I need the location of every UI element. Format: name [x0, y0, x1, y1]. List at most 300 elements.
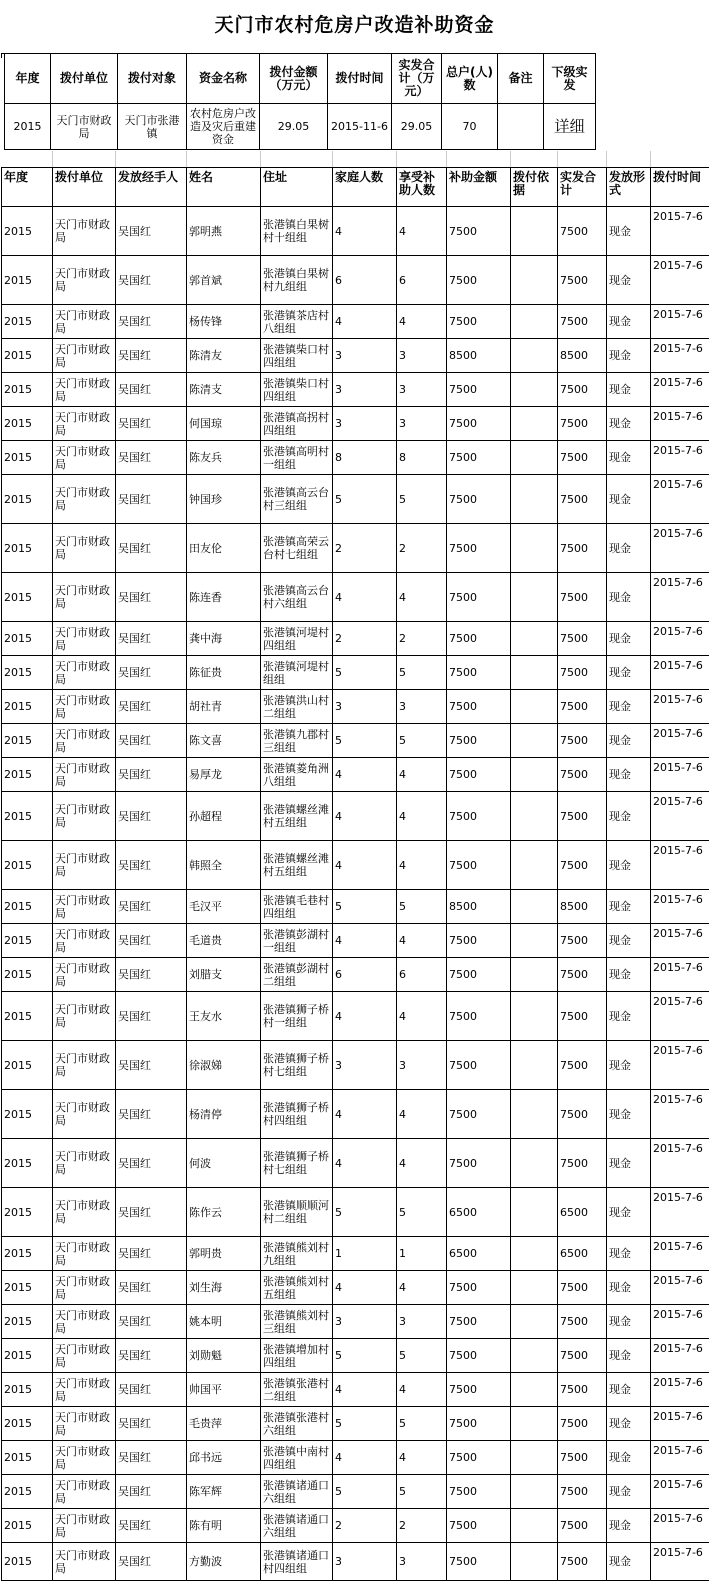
- name-cell: 方勤波: [187, 1543, 261, 1581]
- basis-cell: [511, 1441, 558, 1475]
- table-row: [2, 958, 709, 992]
- payment-form-cell: 现金: [607, 1188, 651, 1237]
- address-cell: 张港镇高云台村六组组: [261, 573, 333, 622]
- address-cell: 张港镇诸通口六组组: [261, 1475, 333, 1509]
- address-cell: 张港镇张港村六组组: [261, 1407, 333, 1441]
- family-size-cell: 3: [333, 1543, 397, 1581]
- date-cell: 2015-7-6: [651, 441, 709, 475]
- subsidy-amount-cell: 7500: [447, 690, 511, 724]
- payment-form-cell: 现金: [607, 339, 651, 373]
- payment-form-cell: 现金: [607, 1373, 651, 1407]
- beneficiary-count-cell: 4: [397, 792, 447, 841]
- beneficiary-count-cell: 4: [397, 573, 447, 622]
- year-cell: 2015: [2, 792, 53, 841]
- summary-cell: 2015-11-6: [328, 104, 392, 150]
- family-size-cell: 3: [333, 1041, 397, 1090]
- year-cell: 2015: [2, 441, 53, 475]
- payment-form-cell: 现金: [607, 890, 651, 924]
- payment-form-cell: 现金: [607, 1509, 651, 1543]
- family-size-cell: 5: [333, 1188, 397, 1237]
- table-row: [2, 1509, 709, 1543]
- basis-cell: [511, 339, 558, 373]
- total-cell: 7500: [558, 622, 607, 656]
- year-cell: 2015: [2, 992, 53, 1041]
- family-size-cell: 3: [333, 373, 397, 407]
- date-cell: 2015-7-6: [651, 724, 709, 758]
- handler-cell: 吴国红: [116, 475, 187, 524]
- subsidy-amount-cell: 7500: [447, 1090, 511, 1139]
- name-cell: 毛道贵: [187, 924, 261, 958]
- date-cell: 2015-7-6: [651, 1509, 709, 1543]
- name-cell: 陈连香: [187, 573, 261, 622]
- basis-cell: [511, 305, 558, 339]
- beneficiary-count-cell: 4: [397, 1373, 447, 1407]
- subsidy-amount-cell: 7500: [447, 656, 511, 690]
- handler-cell: 吴国红: [116, 758, 187, 792]
- family-size-cell: 5: [333, 1407, 397, 1441]
- beneficiary-count-cell: 5: [397, 1475, 447, 1509]
- date-cell: 2015-7-6: [651, 992, 709, 1041]
- year-cell: 2015: [2, 1407, 53, 1441]
- handler-cell: 吴国红: [116, 305, 187, 339]
- beneficiary-count-cell: 5: [397, 656, 447, 690]
- summary-cell: 29.05: [260, 104, 328, 150]
- payment-form-cell: 现金: [607, 1139, 651, 1188]
- subsidy-amount-cell: 7500: [447, 792, 511, 841]
- unit-cell: 天门市财政局: [53, 1475, 116, 1509]
- date-cell: 2015-7-6: [651, 339, 709, 373]
- detail-header-cell: 家庭人数: [333, 168, 397, 207]
- summary-header-cell: 拨付单位: [51, 54, 118, 104]
- year-cell: 2015: [2, 1139, 53, 1188]
- gridline: [650, 151, 651, 167]
- basis-cell: [511, 407, 558, 441]
- total-cell: 7500: [558, 256, 607, 305]
- address-cell: 张港镇河堤村组组: [261, 656, 333, 690]
- total-cell: 7500: [558, 524, 607, 573]
- table-row: [2, 792, 709, 841]
- table-row: [2, 1373, 709, 1407]
- address-cell: 张港镇白果树村九组组: [261, 256, 333, 305]
- unit-cell: 天门市财政局: [53, 305, 116, 339]
- year-cell: 2015: [2, 958, 53, 992]
- address-cell: 张港镇高明村一组组: [261, 441, 333, 475]
- date-cell: 2015-7-6: [651, 792, 709, 841]
- summary-header-cell: 备注: [498, 54, 544, 104]
- handler-cell: 吴国红: [116, 1305, 187, 1339]
- date-cell: 2015-7-6: [651, 305, 709, 339]
- payment-form-cell: 现金: [607, 1271, 651, 1305]
- basis-cell: [511, 256, 558, 305]
- detail-header-cell: 住址: [261, 168, 333, 207]
- summary-value-row: [5, 104, 709, 150]
- unit-cell: 天门市财政局: [53, 1509, 116, 1543]
- subsidy-amount-cell: 7500: [447, 1339, 511, 1373]
- total-cell: 7500: [558, 407, 607, 441]
- unit-cell: 天门市财政局: [53, 1373, 116, 1407]
- payment-form-cell: 现金: [607, 622, 651, 656]
- handler-cell: 吴国红: [116, 890, 187, 924]
- summary-header-cell: 拨付金额（万元）: [260, 54, 328, 104]
- family-size-cell: 4: [333, 1373, 397, 1407]
- address-cell: 张港镇柴口村四组组: [261, 373, 333, 407]
- summary-empty-cell: [596, 54, 709, 104]
- table-row: [2, 339, 709, 373]
- family-size-cell: 3: [333, 407, 397, 441]
- unit-cell: 天门市财政局: [53, 1407, 116, 1441]
- address-cell: 张港镇白果树村十组组: [261, 207, 333, 256]
- beneficiary-count-cell: 2: [397, 524, 447, 573]
- basis-cell: [511, 924, 558, 958]
- name-cell: 帅国平: [187, 1373, 261, 1407]
- subsidy-amount-cell: 7500: [447, 1139, 511, 1188]
- handler-cell: 吴国红: [116, 1407, 187, 1441]
- table-row: [2, 1237, 709, 1271]
- basis-cell: [511, 1475, 558, 1509]
- year-cell: 2015: [2, 573, 53, 622]
- name-cell: 田友伦: [187, 524, 261, 573]
- name-cell: 邱书远: [187, 1441, 261, 1475]
- beneficiary-count-cell: 5: [397, 1188, 447, 1237]
- handler-cell: 吴国红: [116, 1509, 187, 1543]
- family-size-cell: 4: [333, 305, 397, 339]
- date-cell: 2015-7-6: [651, 256, 709, 305]
- table-row: [2, 573, 709, 622]
- table-row: [2, 1543, 709, 1581]
- beneficiary-count-cell: 2: [397, 622, 447, 656]
- summary-header-cell: 拨付时间: [328, 54, 392, 104]
- summary-header-cell: 年度: [5, 54, 51, 104]
- payment-form-cell: 现金: [607, 792, 651, 841]
- subsidy-amount-cell: 7500: [447, 256, 511, 305]
- address-cell: 张港镇张港村二组组: [261, 1373, 333, 1407]
- family-size-cell: 4: [333, 573, 397, 622]
- subsidy-amount-cell: 7500: [447, 1509, 511, 1543]
- table-row: [2, 1475, 709, 1509]
- beneficiary-count-cell: 4: [397, 992, 447, 1041]
- unit-cell: 天门市财政局: [53, 924, 116, 958]
- total-cell: 7500: [558, 1139, 607, 1188]
- table-row: [2, 1188, 709, 1237]
- year-cell: 2015: [2, 690, 53, 724]
- year-cell: 2015: [2, 724, 53, 758]
- table-row: [2, 256, 709, 305]
- handler-cell: 吴国红: [116, 1339, 187, 1373]
- date-cell: 2015-7-6: [651, 1041, 709, 1090]
- unit-cell: 天门市财政局: [53, 992, 116, 1041]
- name-cell: 胡社青: [187, 690, 261, 724]
- table-row: [2, 690, 709, 724]
- beneficiary-count-cell: 4: [397, 207, 447, 256]
- payment-form-cell: 现金: [607, 1441, 651, 1475]
- unit-cell: 天门市财政局: [53, 573, 116, 622]
- name-cell: 毛汉平: [187, 890, 261, 924]
- unit-cell: 天门市财政局: [53, 524, 116, 573]
- total-cell: 7500: [558, 373, 607, 407]
- beneficiary-count-cell: 3: [397, 690, 447, 724]
- date-cell: 2015-7-6: [651, 1407, 709, 1441]
- beneficiary-count-cell: 4: [397, 1139, 447, 1188]
- family-size-cell: 4: [333, 1139, 397, 1188]
- table-row: [2, 841, 709, 890]
- table-row: [2, 441, 709, 475]
- subsidy-amount-cell: 7500: [447, 1305, 511, 1339]
- date-cell: 2015-7-6: [651, 573, 709, 622]
- table-row: [2, 407, 709, 441]
- subsidy-amount-cell: 7500: [447, 1475, 511, 1509]
- subsidy-amount-cell: 8500: [447, 339, 511, 373]
- date-cell: 2015-7-6: [651, 758, 709, 792]
- unit-cell: 天门市财政局: [53, 256, 116, 305]
- subsidy-amount-cell: 7500: [447, 958, 511, 992]
- address-cell: 张港镇螺丝滩村五组组: [261, 841, 333, 890]
- handler-cell: 吴国红: [116, 524, 187, 573]
- beneficiary-count-cell: 3: [397, 1041, 447, 1090]
- payment-form-cell: 现金: [607, 724, 651, 758]
- year-cell: 2015: [2, 373, 53, 407]
- name-cell: 陈作云: [187, 1188, 261, 1237]
- handler-cell: 吴国红: [116, 1373, 187, 1407]
- beneficiary-count-cell: 5: [397, 724, 447, 758]
- total-cell: 6500: [558, 1237, 607, 1271]
- year-cell: 2015: [2, 890, 53, 924]
- total-cell: 7500: [558, 958, 607, 992]
- summary-cell: [498, 104, 544, 150]
- summary-cell: 70: [442, 104, 498, 150]
- table-row: [2, 758, 709, 792]
- beneficiary-count-cell: 8: [397, 441, 447, 475]
- beneficiary-count-cell: 4: [397, 924, 447, 958]
- name-cell: 陈友兵: [187, 441, 261, 475]
- date-cell: 2015-7-6: [651, 841, 709, 890]
- date-cell: 2015-7-6: [651, 1475, 709, 1509]
- name-cell: 郭首斌: [187, 256, 261, 305]
- family-size-cell: 4: [333, 758, 397, 792]
- subsidy-amount-cell: 7500: [447, 1373, 511, 1407]
- total-cell: 7500: [558, 1475, 607, 1509]
- date-cell: 2015-7-6: [651, 690, 709, 724]
- year-cell: 2015: [2, 339, 53, 373]
- total-cell: 7500: [558, 841, 607, 890]
- basis-cell: [511, 958, 558, 992]
- name-cell: 陈清友: [187, 339, 261, 373]
- address-cell: 张港镇顺顺河村二组组: [261, 1188, 333, 1237]
- date-cell: 2015-7-6: [651, 373, 709, 407]
- basis-cell: [511, 1090, 558, 1139]
- family-size-cell: 4: [333, 1271, 397, 1305]
- total-cell: 7500: [558, 1339, 607, 1373]
- unit-cell: 天门市财政局: [53, 841, 116, 890]
- basis-cell: [511, 1339, 558, 1373]
- basis-cell: [511, 1139, 558, 1188]
- total-cell: 7500: [558, 1305, 607, 1339]
- summary-detail-cell: [544, 104, 596, 150]
- date-cell: 2015-7-6: [651, 958, 709, 992]
- table-row: [2, 656, 709, 690]
- basis-cell: [511, 1237, 558, 1271]
- payment-form-cell: 现金: [607, 1407, 651, 1441]
- family-size-cell: 5: [333, 890, 397, 924]
- name-cell: 刘生海: [187, 1271, 261, 1305]
- year-cell: 2015: [2, 758, 53, 792]
- beneficiary-count-cell: 4: [397, 305, 447, 339]
- name-cell: 陈有明: [187, 1509, 261, 1543]
- summary-empty-cell: [596, 104, 709, 150]
- year-cell: 2015: [2, 1543, 53, 1581]
- address-cell: 张港镇狮子桥村四组组: [261, 1090, 333, 1139]
- address-cell: 张港镇高云台村三组组: [261, 475, 333, 524]
- name-cell: 何波: [187, 1139, 261, 1188]
- subsidy-amount-cell: 7500: [447, 524, 511, 573]
- summary-header-cell: 资金名称: [187, 54, 260, 104]
- gridline: [186, 151, 187, 167]
- name-cell: 杨传锋: [187, 305, 261, 339]
- address-cell: 张港镇洪山村二组组: [261, 690, 333, 724]
- detail-header-cell: 拨付时间: [651, 168, 709, 207]
- date-cell: 2015-7-6: [651, 622, 709, 656]
- address-cell: 张港镇熊刘村九组组: [261, 1237, 333, 1271]
- basis-cell: [511, 1543, 558, 1581]
- year-cell: 2015: [2, 1237, 53, 1271]
- beneficiary-count-cell: 6: [397, 958, 447, 992]
- unit-cell: 天门市财政局: [53, 441, 116, 475]
- summary-table: [4, 53, 709, 150]
- family-size-cell: 4: [333, 924, 397, 958]
- total-cell: 7500: [558, 305, 607, 339]
- summary-header-cell: 下级实发: [544, 54, 596, 104]
- payment-form-cell: 现金: [607, 524, 651, 573]
- beneficiary-count-cell: 5: [397, 890, 447, 924]
- table-row: [2, 724, 709, 758]
- year-cell: 2015: [2, 924, 53, 958]
- table-gap: [0, 151, 709, 167]
- detail-link[interactable]: 详细: [554, 117, 584, 135]
- beneficiary-count-cell: 3: [397, 1543, 447, 1581]
- unit-cell: 天门市财政局: [53, 1543, 116, 1581]
- gridline: [446, 151, 447, 167]
- family-size-cell: 2: [333, 1509, 397, 1543]
- basis-cell: [511, 1041, 558, 1090]
- beneficiary-count-cell: 2: [397, 1509, 447, 1543]
- total-cell: 8500: [558, 890, 607, 924]
- payment-form-cell: 现金: [607, 441, 651, 475]
- payment-form-cell: 现金: [607, 373, 651, 407]
- subsidy-amount-cell: 7500: [447, 207, 511, 256]
- subsidy-amount-cell: 7500: [447, 1543, 511, 1581]
- payment-form-cell: 现金: [607, 475, 651, 524]
- name-cell: 陈征贵: [187, 656, 261, 690]
- subsidy-amount-cell: 7500: [447, 407, 511, 441]
- handler-cell: 吴国红: [116, 724, 187, 758]
- handler-cell: 吴国红: [116, 1041, 187, 1090]
- table-row: [2, 1305, 709, 1339]
- table-row: [2, 1271, 709, 1305]
- payment-form-cell: 现金: [607, 1237, 651, 1271]
- family-size-cell: 3: [333, 1305, 397, 1339]
- handler-cell: 吴国红: [116, 841, 187, 890]
- payment-form-cell: 现金: [607, 1543, 651, 1581]
- payment-form-cell: 现金: [607, 1090, 651, 1139]
- unit-cell: 天门市财政局: [53, 1305, 116, 1339]
- address-cell: 张港镇中南村四组组: [261, 1441, 333, 1475]
- payment-form-cell: 现金: [607, 207, 651, 256]
- total-cell: 7500: [558, 690, 607, 724]
- family-size-cell: 5: [333, 475, 397, 524]
- basis-cell: [511, 992, 558, 1041]
- table-row: [2, 475, 709, 524]
- payment-form-cell: 现金: [607, 1339, 651, 1373]
- basis-cell: [511, 1271, 558, 1305]
- handler-cell: 吴国红: [116, 1441, 187, 1475]
- beneficiary-count-cell: 4: [397, 1271, 447, 1305]
- table-row: [2, 1339, 709, 1373]
- table-row: [2, 1139, 709, 1188]
- address-cell: 张港镇增加村四组组: [261, 1339, 333, 1373]
- table-row: [2, 1441, 709, 1475]
- total-cell: 7500: [558, 992, 607, 1041]
- total-cell: 7500: [558, 1509, 607, 1543]
- total-cell: 7500: [558, 792, 607, 841]
- subsidy-amount-cell: 7500: [447, 1407, 511, 1441]
- subsidy-amount-cell: 7500: [447, 305, 511, 339]
- handler-cell: 吴国红: [116, 656, 187, 690]
- table-row: [2, 992, 709, 1041]
- date-cell: 2015-7-6: [651, 1373, 709, 1407]
- handler-cell: 吴国红: [116, 690, 187, 724]
- address-cell: 张港镇狮子桥村七组组: [261, 1139, 333, 1188]
- name-cell: 陈清支: [187, 373, 261, 407]
- address-cell: 张港镇九郡村三组组: [261, 724, 333, 758]
- name-cell: 姚本明: [187, 1305, 261, 1339]
- payment-form-cell: 现金: [607, 573, 651, 622]
- handler-cell: 吴国红: [116, 958, 187, 992]
- table-row: [2, 207, 709, 256]
- unit-cell: 天门市财政局: [53, 758, 116, 792]
- date-cell: 2015-7-6: [651, 407, 709, 441]
- total-cell: 7500: [558, 724, 607, 758]
- subsidy-amount-cell: 7500: [447, 1271, 511, 1305]
- year-cell: 2015: [2, 1475, 53, 1509]
- total-cell: 7500: [558, 1090, 607, 1139]
- total-cell: 7500: [558, 1407, 607, 1441]
- unit-cell: 天门市财政局: [53, 1139, 116, 1188]
- subsidy-amount-cell: 7500: [447, 373, 511, 407]
- subsidy-amount-cell: 8500: [447, 890, 511, 924]
- beneficiary-count-cell: 4: [397, 1090, 447, 1139]
- table-row: [2, 924, 709, 958]
- family-size-cell: 5: [333, 1339, 397, 1373]
- unit-cell: 天门市财政局: [53, 1271, 116, 1305]
- address-cell: 张港镇毛巷村四组组: [261, 890, 333, 924]
- year-cell: 2015: [2, 1509, 53, 1543]
- year-cell: 2015: [2, 1305, 53, 1339]
- total-cell: 7500: [558, 441, 607, 475]
- detail-header-cell: 补助金额: [447, 168, 511, 207]
- date-cell: 2015-7-6: [651, 1305, 709, 1339]
- family-size-cell: 4: [333, 207, 397, 256]
- summary-cell: 29.05: [392, 104, 442, 150]
- date-cell: 2015-7-6: [651, 1543, 709, 1581]
- total-cell: 7500: [558, 656, 607, 690]
- year-cell: 2015: [2, 1339, 53, 1373]
- address-cell: 张港镇狮子桥村一组组: [261, 992, 333, 1041]
- family-size-cell: 4: [333, 1090, 397, 1139]
- family-size-cell: 3: [333, 690, 397, 724]
- family-size-cell: 5: [333, 724, 397, 758]
- detail-header-row: [2, 168, 709, 207]
- subsidy-amount-cell: 7500: [447, 573, 511, 622]
- year-cell: 2015: [2, 475, 53, 524]
